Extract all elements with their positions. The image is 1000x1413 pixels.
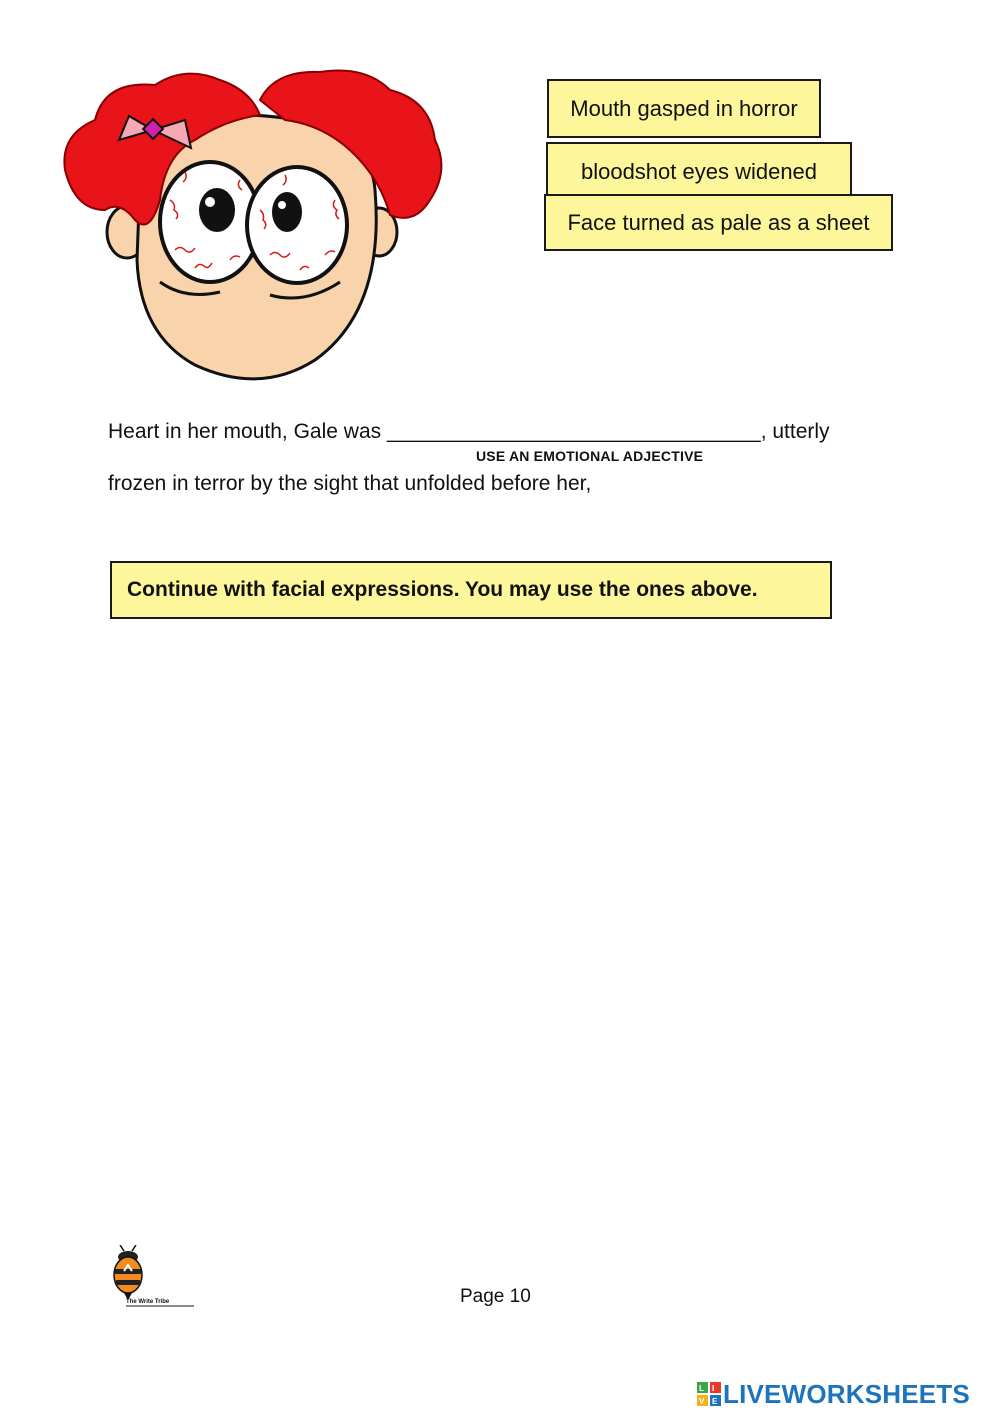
- svg-text:V: V: [699, 1397, 705, 1406]
- sentence-line-1: Heart in her mouth, Gale was ________________________________, utterly: [108, 420, 830, 443]
- instruction-box: Continue with facial expressions. You may use the ones above.: [110, 561, 832, 619]
- svg-text:E: E: [712, 1397, 718, 1406]
- blank-hint: USE AN EMOTIONAL ADJECTIVE: [476, 448, 704, 464]
- sentence-line-2: frozen in terror by the sight that unfolded before her,: [108, 472, 592, 495]
- expression-chip-eyes[interactable]: bloodshot eyes widened: [546, 142, 852, 201]
- write-tribe-bee-logo: [106, 1245, 198, 1310]
- logo-caption: The Write Tribe: [126, 1299, 170, 1305]
- expression-chip-face[interactable]: Face turned as pale as a sheet: [544, 194, 893, 251]
- liveworksheets-watermark: [697, 1378, 970, 1410]
- liveworksheets-badge-icon: [697, 1382, 721, 1406]
- scared-girl-illustration: [45, 60, 455, 390]
- expression-chip-mouth[interactable]: Mouth gasped in horror: [547, 79, 821, 138]
- svg-text:I: I: [712, 1384, 715, 1393]
- liveworksheets-text: LIVEWORKSHEETS: [723, 1378, 970, 1409]
- svg-text:L: L: [699, 1384, 704, 1393]
- page-number: Page 10: [460, 1286, 531, 1307]
